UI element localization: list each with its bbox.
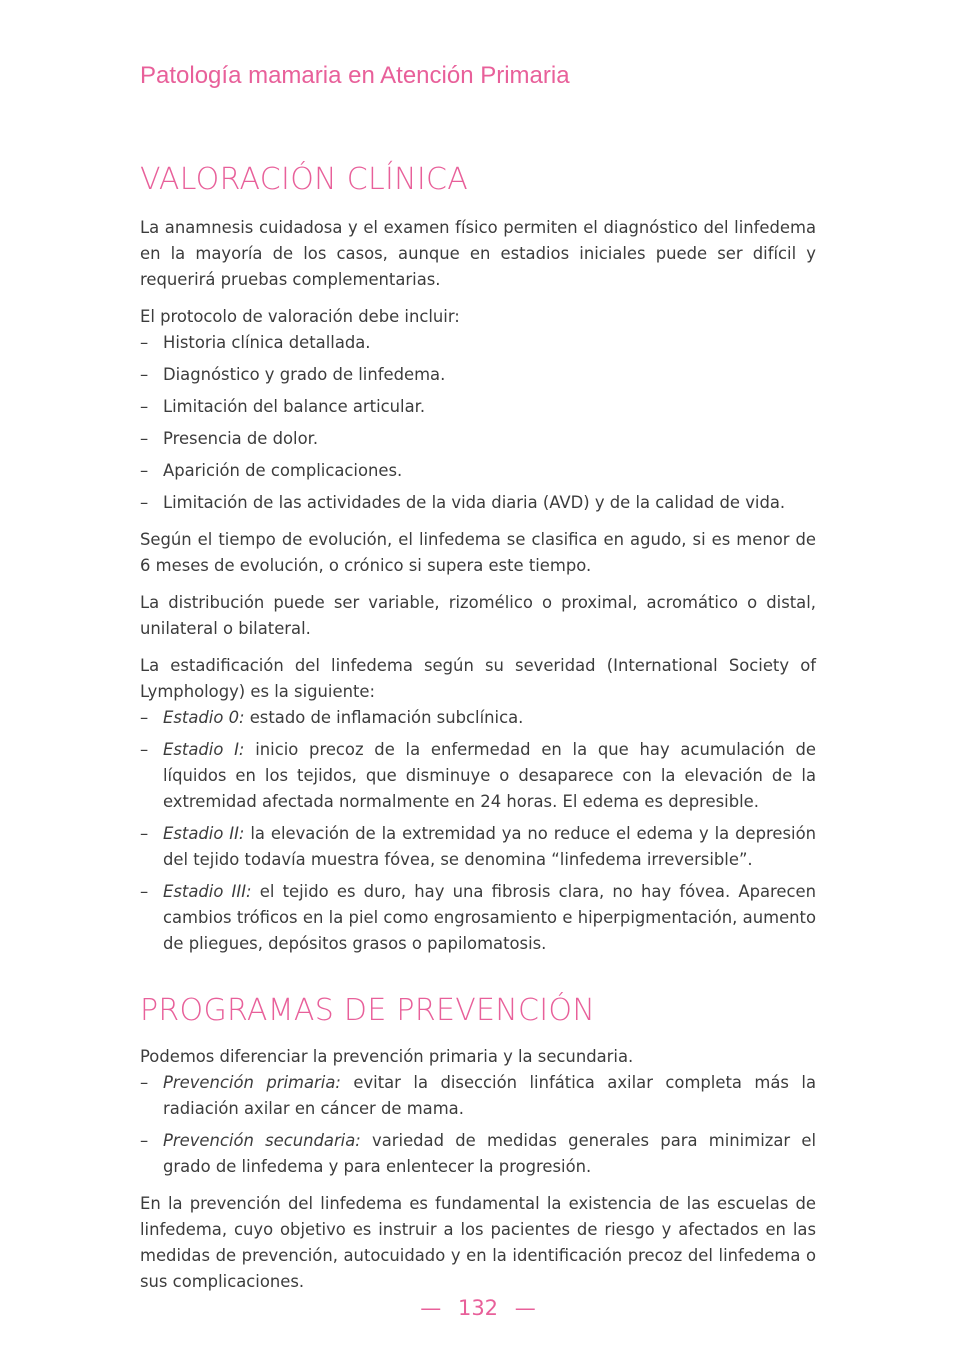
section-title-prevencion: PROGRAMAS DE PREVENCIÓN: [140, 993, 596, 1028]
paragraph: El protocolo de valoración debe incluir:: [140, 307, 460, 326]
list-item: – Limitación del balance articular.: [140, 397, 426, 416]
list-item: – Limitación de las actividades de la vida diaria (AVD) y de la calidad de vida.: [140, 493, 786, 512]
paragraph: Según el tiempo de evolución, el linfedema se clasifica en agudo, si es menor de 6 meses de evolución, o crónico si supera este tiempo.: [140, 530, 816, 575]
stage-text: la elevación de la extremidad ya no reduce el edema y la depresión del tejido todavía muestra fóvea, se denomina “linfedema irreversible”.: [163, 824, 816, 869]
paragraph: La distribución puede ser variable, rizomélico o proximal, acromático o distal, unilateral o bilateral.: [140, 593, 816, 638]
stage-list: [140, 705, 816, 957]
footer-dash-left: —: [420, 1296, 442, 1320]
list-item-text: Diagnóstico y grado de linfedema.: [163, 365, 446, 384]
list-item: – Estadio 0: estado de inflamación subclínica.: [140, 708, 524, 727]
list-item: – Estadio I: inicio precoz de la enfermedad en la que hay acumulación de líquidos en los tejidos, que disminuye o desaparece con la elevación de la extremidad afectada normalmente en 24 horas. El edema es depresible.: [140, 740, 817, 811]
page-footer: [0, 1296, 956, 1320]
paragraph: La estadificación del linfedema según su severidad (International Society of Lymphology) es la siguiente:: [140, 656, 816, 701]
stage-label: Estadio 0:: [163, 708, 245, 727]
list-item: – Historia clínica detallada.: [140, 333, 371, 352]
prevention-label: Prevención primaria:: [163, 1073, 341, 1092]
stage-label: Estadio II:: [163, 824, 245, 843]
list-item: – Aparición de complicaciones.: [140, 461, 403, 480]
stage-text: estado de inflamación subclínica.: [244, 708, 524, 727]
list-item-text: Aparición de complicaciones.: [163, 461, 403, 480]
list-item: – Diagnóstico y grado de linfedema.: [140, 365, 446, 384]
list-item-text: Limitación de las actividades de la vida diaria (AVD) y de la calidad de vida.: [163, 493, 786, 512]
page-number: 132: [457, 1296, 499, 1320]
list-item: – Prevención primaria: evitar la disección linfática axilar completa más la radiación axilar en cáncer de mama.: [140, 1073, 816, 1118]
list-item: – Estadio II: la elevación de la extremidad ya no reduce el edema y la depresión del tejido todavía muestra fóvea, se denomina “linfedema irreversible”.: [140, 824, 816, 869]
prevention-label: Prevención secundaria:: [163, 1131, 361, 1150]
stage-label: Estadio III:: [163, 882, 252, 901]
list-item-text: Presencia de dolor.: [163, 429, 319, 448]
protocol-list: [140, 330, 816, 516]
stage-text: inicio precoz de la enfermedad en la que hay acumulación de líquidos en los tejidos, que disminuye o desaparece con la elevación de la extremidad afectada normalmente en 24 horas. El edema es depresible.: [163, 740, 817, 811]
list-item-text: Historia clínica detallada.: [163, 333, 371, 352]
stage-text: el tejido es duro, hay una fibrosis clara, no hay fóvea. Aparecen cambios tróficos en la piel como engrosamiento e hiperpigmentación, aumento de pliegues, depósitos grasos o papilomatosis.: [163, 882, 816, 953]
prevention-text: variedad de medidas generales para minimizar el grado de linfedema y para enlentecer la progresión.: [163, 1131, 816, 1176]
section-prevencion-body: [140, 1044, 816, 1295]
paragraph: La anamnesis cuidadosa y el examen físico permiten el diagnóstico del linfedema en la mayoría de los casos, aunque en estadios iniciales puede ser difícil y requerirá pruebas complementarias.: [140, 218, 816, 289]
list-item-text: Limitación del balance articular.: [163, 397, 426, 416]
list-item: – Presencia de dolor.: [140, 429, 319, 448]
prevention-text: evitar la disección linfática axilar completa más la radiación axilar en cáncer de mama.: [163, 1073, 816, 1118]
section-title-valoracion: VALORACIÓN CLÍNICA: [140, 162, 469, 197]
stage-label: Estadio I:: [163, 740, 245, 759]
section-valoracion-body: [140, 215, 816, 957]
paragraph: En la prevención del linfedema es fundamental la existencia de las escuelas de linfedema, cuyo objetivo es instruir a los pacientes de riesgo y afectados en las medidas de prevención, autocuidado y en la identificación precoz del linfedema o sus complicaciones.: [140, 1194, 816, 1291]
list-item: – Estadio III: el tejido es duro, hay una fibrosis clara, no hay fóvea. Aparecen cambios tróficos en la piel como engrosamiento e hiperpigmentación, aumento de pliegues, depósitos grasos o papilomatosis.: [140, 882, 816, 953]
running-header: Patología mamaria en Atención Primaria: [140, 62, 570, 89]
paragraph: Podemos diferenciar la prevención primaria y la secundaria.: [140, 1047, 634, 1066]
prevention-list: [140, 1070, 816, 1180]
list-item: – Prevención secundaria: variedad de medidas generales para minimizar el grado de linfedema y para enlentecer la progresión.: [140, 1131, 816, 1176]
footer-dash-right: —: [514, 1296, 536, 1320]
